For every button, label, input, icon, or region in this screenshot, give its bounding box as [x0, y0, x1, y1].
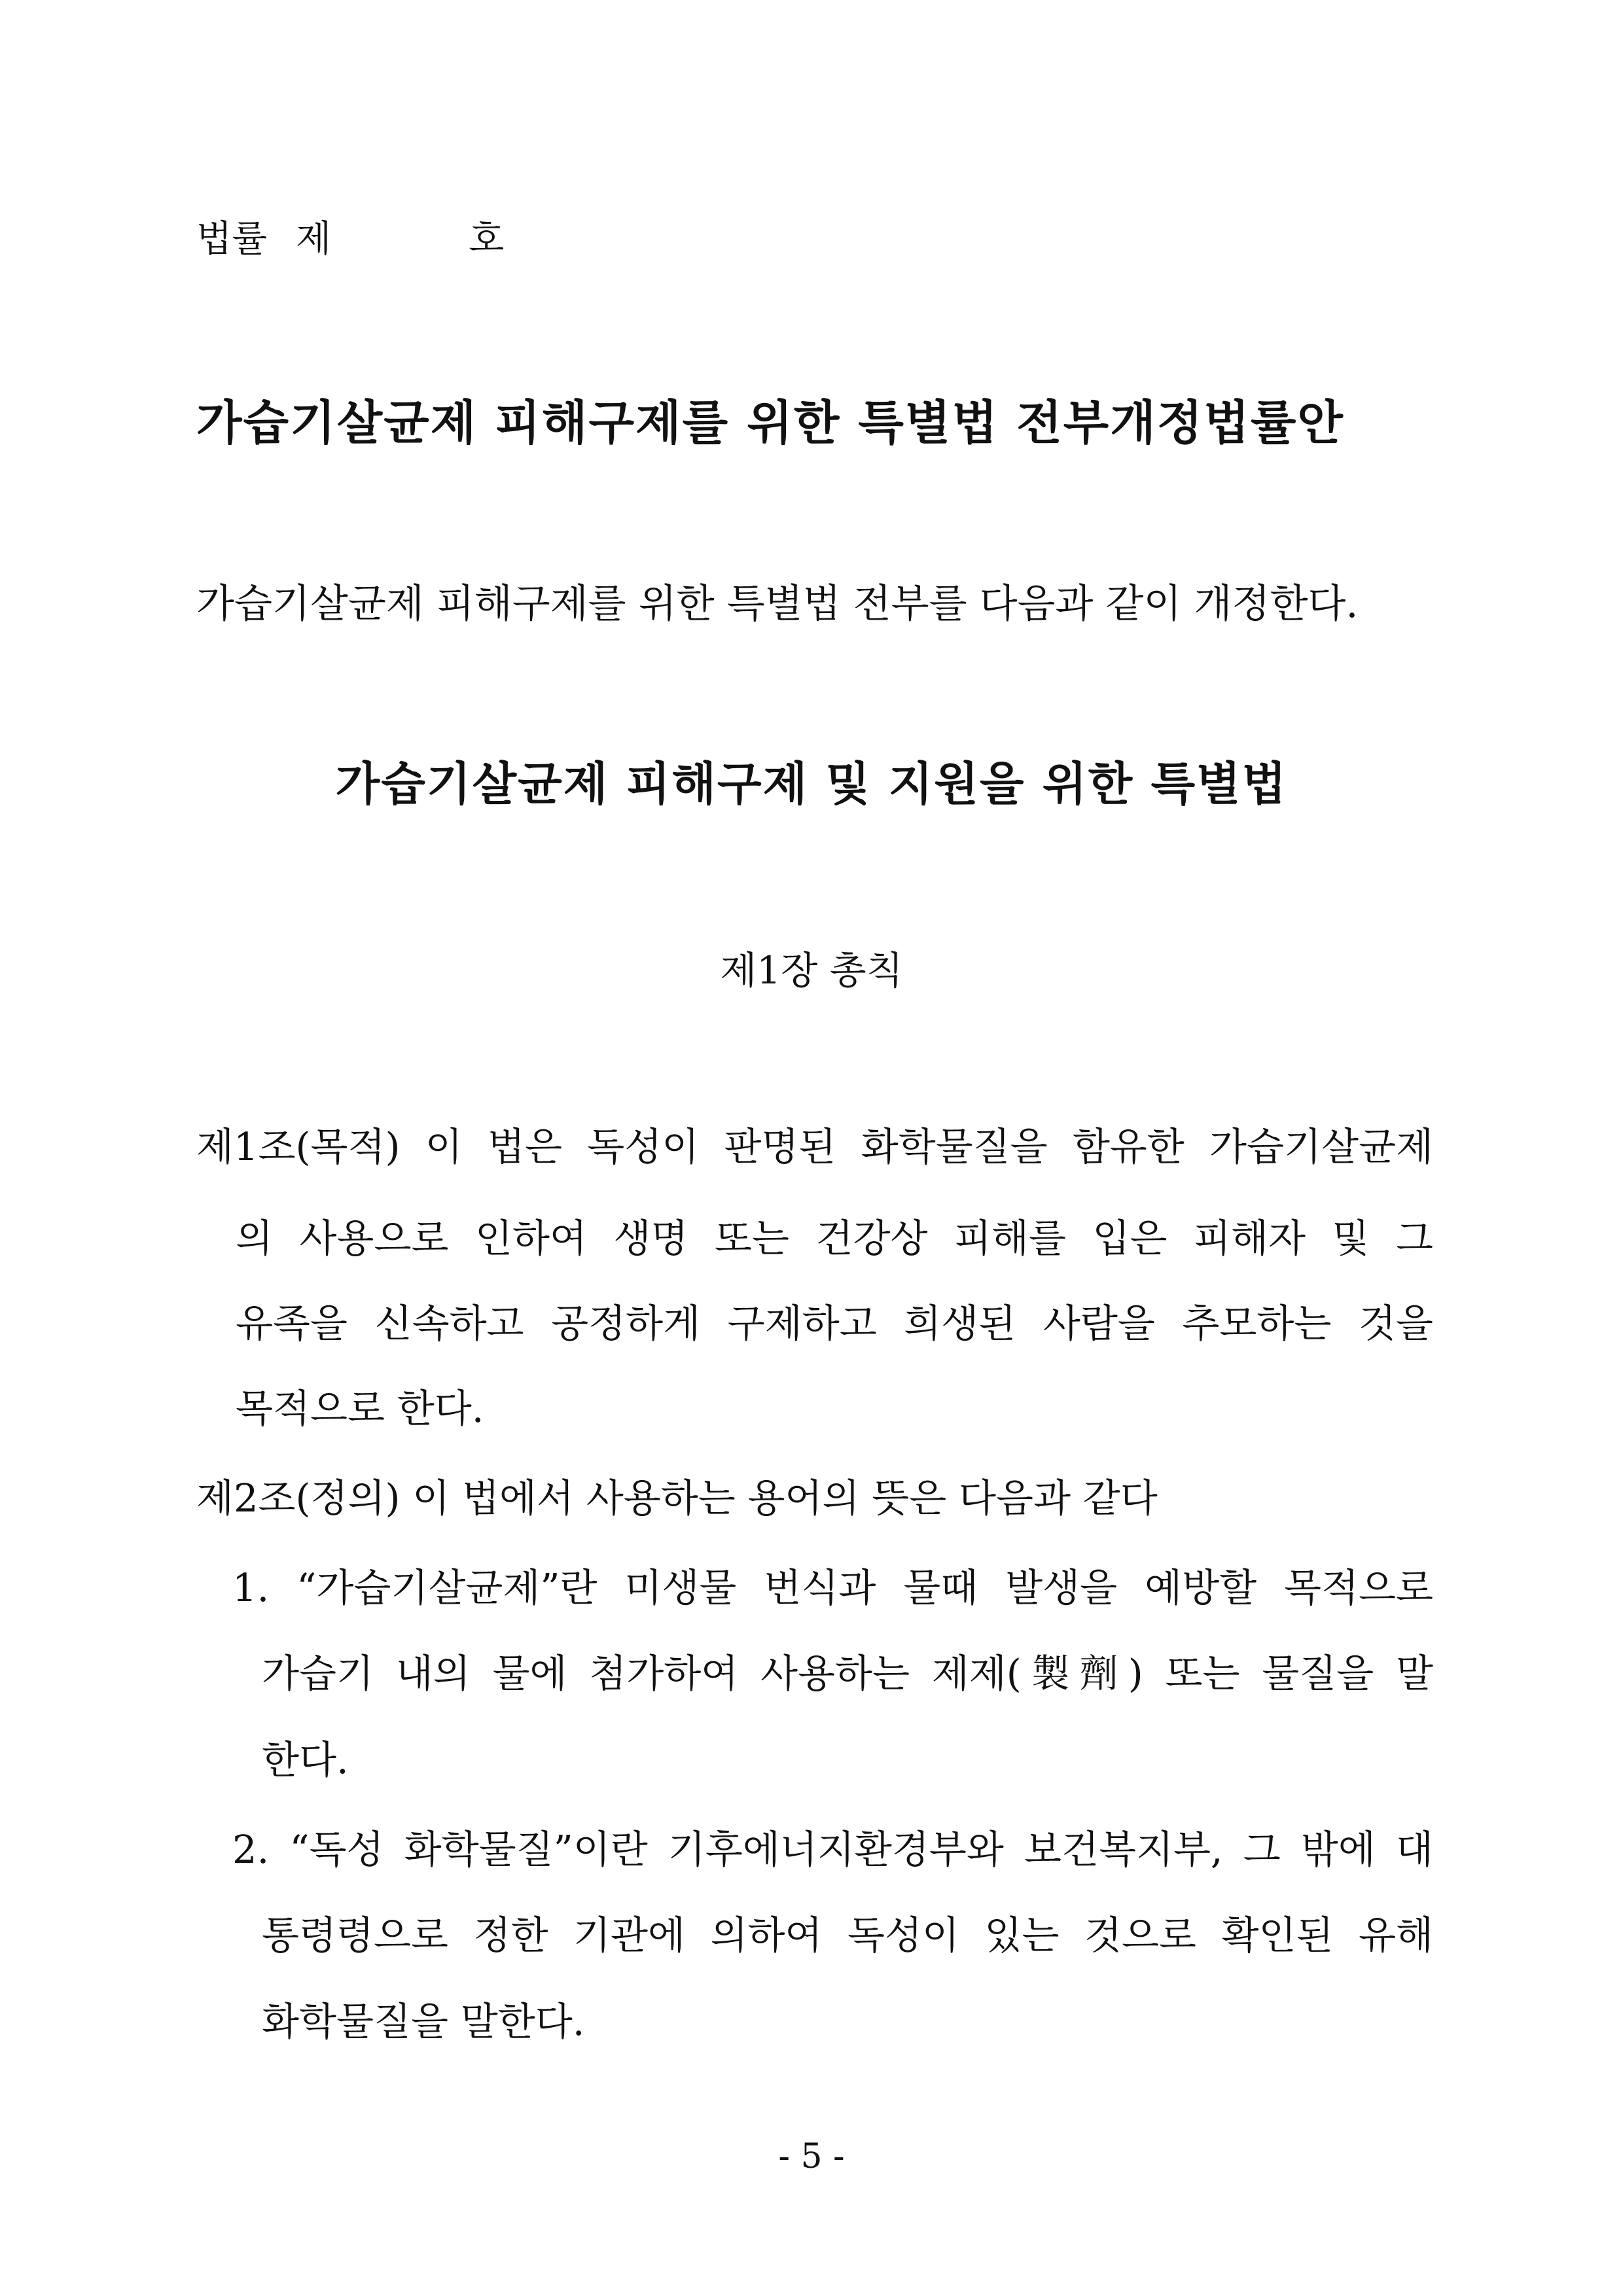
- definition-item-line: 2. “독성 화학물질”이란 기후에너지환경부와 보건복지부, 그 밖에 대: [232, 1827, 1433, 1872]
- law-number-line: [196, 218, 505, 260]
- definition-item-line: 한다.: [262, 1737, 349, 1782]
- page-number: - 5 -: [778, 2137, 845, 2176]
- amendment-statement: 가습기살균제 피해구제를 위한 특별법 전부를 다음과 같이 개정한다.: [196, 581, 1359, 627]
- definition-item-line: 가습기 내의 물에 첨가하여 사용하는 제제(製劑) 또는 물질을 말: [262, 1651, 1433, 1696]
- article-1-line: 의 사용으로 인하여 생명 또는 건강상 피해를 입은 피해자 및 그: [236, 1216, 1433, 1261]
- law-label: 법률: [196, 218, 268, 260]
- act-title: 가습기살균제 피해구제 및 지원을 위한 특별법: [335, 756, 1288, 811]
- chapter-heading: 제1장 총칙: [720, 948, 903, 993]
- number-suffix: 호: [469, 218, 505, 260]
- article-1-line: 유족을 신속하고 공정하게 구제하고 희생된 사람을 추모하는 것을: [236, 1301, 1433, 1346]
- bill-title: 가습기살균제 피해구제를 위한 특별법 전부개정법률안: [196, 395, 1344, 450]
- definition-item-line: 통령령으로 정한 기관에 의하여 독성이 있는 것으로 확인된 유해: [262, 1913, 1433, 1958]
- number-label: 제: [296, 218, 332, 260]
- article-1-line: 목적으로 한다.: [236, 1386, 484, 1431]
- definition-item-line: 화학물질을 말한다.: [262, 1999, 585, 2044]
- definition-item-line: 1. “가습기살균제”란 미생물 번식과 물때 발생을 예방할 목적으로: [232, 1565, 1433, 1610]
- article-2-heading-line: 제2조(정의) 이 법에서 사용하는 용어의 뜻은 다음과 같다: [196, 1475, 1158, 1521]
- article-1-line: 제1조(목적) 이 법은 독성이 판명된 화학물질을 함유한 가습기살균제: [196, 1124, 1433, 1169]
